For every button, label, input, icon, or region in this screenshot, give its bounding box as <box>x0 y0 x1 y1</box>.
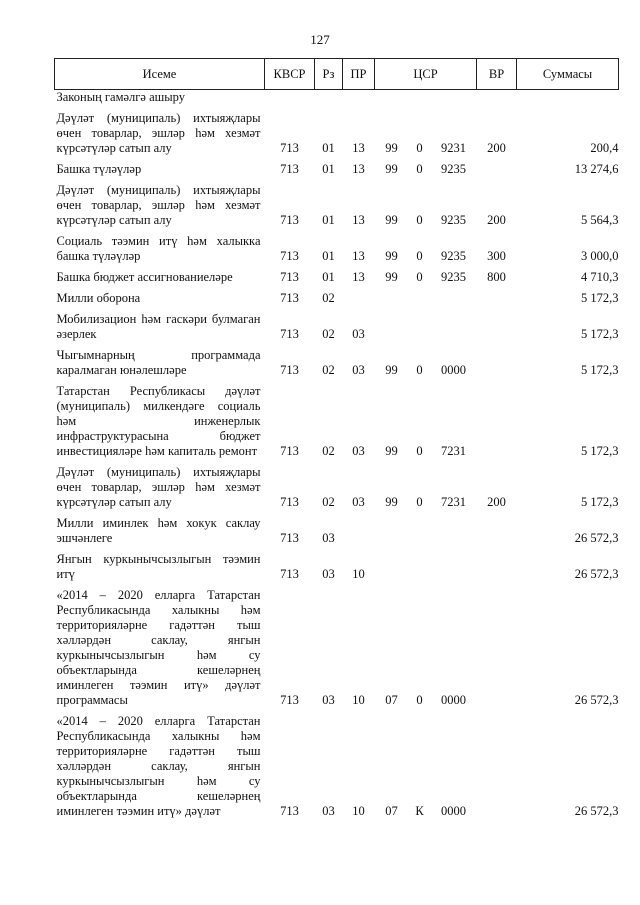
cell-c3: 7231 <box>441 444 466 458</box>
cell-name: Дәүләт (муниципаль) ихтыяҗлары өчен товарлар, эшләр һәм хезмәт күрсәтүләр сатып алу <box>56 465 261 509</box>
header-name: Исеме <box>55 59 265 90</box>
table-row <box>55 306 619 342</box>
table-row <box>55 342 619 378</box>
cell-rz: 01 <box>322 270 335 284</box>
cell-pr: 10 <box>352 804 365 818</box>
header-pr: ПР <box>343 59 375 90</box>
cell-sum: 5 172,3 <box>581 444 619 458</box>
cell-sum: 5 564,3 <box>581 213 619 227</box>
cell-c2: К <box>415 804 424 818</box>
cell-name: Мобилизацион һәм гаскәри булмаган әзерлек <box>56 312 261 341</box>
cell-pr <box>343 285 375 306</box>
cell-c1: 99 <box>385 162 398 176</box>
cell-c3: 0000 <box>441 363 466 377</box>
table-row <box>55 105 619 156</box>
cell-kvsr: 713 <box>280 531 299 545</box>
page-number: 127 <box>310 32 330 47</box>
cell-vr <box>477 546 517 582</box>
table-row <box>55 177 619 228</box>
cell-name: «2014 – 2020 елларга Татарстан Республикасында халыкны һәм территорияләрне гадәттән тыш хәлләрдән саклау, янгын куркынычсызлыгын һәм су объектларында кешеләрнең иминлеген тәэмин итү» дәүләт <box>56 714 261 818</box>
cell-c3 <box>431 285 477 306</box>
cell-c3: 9235 <box>441 249 466 263</box>
cell-vr: 200 <box>487 141 506 155</box>
cell-name: Янгын куркынычсызлыгын тәэмин итү <box>56 552 261 581</box>
cell-rz: 01 <box>322 162 335 176</box>
cell-kvsr: 713 <box>280 363 299 377</box>
cell-c3: 7231 <box>441 495 466 509</box>
cell-sum: 200,4 <box>590 141 619 155</box>
cell-sum: 13 274,6 <box>574 162 619 176</box>
cell-pr: 03 <box>352 444 365 458</box>
cell-c2: 0 <box>416 693 423 707</box>
cell-kvsr: 713 <box>280 804 299 818</box>
cell-kvsr: 713 <box>280 444 299 458</box>
cell-sum: 3 000,0 <box>581 249 619 263</box>
cell-kvsr: 713 <box>280 249 299 263</box>
cell-c2: 0 <box>416 141 423 155</box>
cell-name: Татарстан Республикасы дәүләт (муниципаль) милкендәге социаль һәм инженерлык инфраструктурасына бюджет инвестицияләре һәм капиталь ремонт <box>56 384 261 458</box>
cell-c3: 0000 <box>441 693 466 707</box>
cell-sum: 5 172,3 <box>581 363 619 377</box>
cell-name: Дәүләт (муниципаль) ихтыяҗлары өчен товарлар, эшләр һәм хезмәт күрсәтүләр сатып алу <box>56 111 261 155</box>
cell-c2: 0 <box>416 495 423 509</box>
table-row <box>55 510 619 546</box>
table-row <box>55 228 619 264</box>
cell-name: Чыгымнарның программада каралмаган юнәлешләре <box>56 348 261 377</box>
cell-pr: 13 <box>352 213 365 227</box>
cell-c2: 0 <box>416 444 423 458</box>
cell-pr: 13 <box>352 270 365 284</box>
header-vr: ВР <box>477 59 517 90</box>
table-row <box>55 582 619 708</box>
cell-c2 <box>409 546 431 582</box>
cell-kvsr: 713 <box>280 141 299 155</box>
cell-sum: 26 572,3 <box>574 804 619 818</box>
cell-name: Дәүләт (муниципаль) ихтыяҗлары өчен товарлар, эшләр һәм хезмәт күрсәтүләр сатып алу <box>56 183 261 227</box>
cell-sum: 26 572,3 <box>574 693 619 707</box>
cell-c2: 0 <box>416 213 423 227</box>
cell-c3 <box>431 546 477 582</box>
cell-pr: 10 <box>352 567 365 581</box>
cell-vr: 300 <box>487 249 506 263</box>
header-csr: ЦСР <box>375 59 477 90</box>
cell-c2: 0 <box>416 363 423 377</box>
cell-kvsr: 713 <box>280 213 299 227</box>
cell-rz: 01 <box>322 249 335 263</box>
cell-vr <box>477 285 517 306</box>
cell-vr <box>477 156 517 177</box>
cell-name: Милли иминлек һәм хокук саклау эшчәнлеге <box>56 516 261 545</box>
cell-kvsr: 713 <box>280 567 299 581</box>
cell-pr: 13 <box>352 249 365 263</box>
cell-c2: 0 <box>416 270 423 284</box>
cell-kvsr: 713 <box>280 693 299 707</box>
table-header <box>55 59 619 90</box>
cell-c2 <box>409 285 431 306</box>
cell-c1 <box>375 285 409 306</box>
cell-sum: 5 172,3 <box>581 495 619 509</box>
cell-c1: 99 <box>385 141 398 155</box>
cell-c1: 07 <box>385 804 398 818</box>
cell-c1 <box>375 306 409 342</box>
table-row <box>55 546 619 582</box>
cell-vr <box>477 582 517 708</box>
cell-rz: 03 <box>322 531 335 545</box>
cell-pr: 10 <box>352 693 365 707</box>
cell-pr: 03 <box>352 495 365 509</box>
cell-c2: 0 <box>416 249 423 263</box>
cell-pr: 03 <box>352 327 365 341</box>
cell-rz: 01 <box>322 213 335 227</box>
table-row <box>55 708 619 819</box>
cell-sum: 4 710,3 <box>581 270 619 284</box>
table-row <box>55 156 619 177</box>
cell-vr: 200 <box>487 213 506 227</box>
cell-vr: 800 <box>487 270 506 284</box>
cell-name: Башка бюджет ассигнованиеләре <box>56 270 233 284</box>
cell-vr <box>477 306 517 342</box>
cell-c3: 9235 <box>441 270 466 284</box>
cell-pr <box>343 510 375 546</box>
header-rz: Рз <box>315 59 343 90</box>
cell-c1: 99 <box>385 249 398 263</box>
header-sum: Суммасы <box>517 59 619 90</box>
cell-pr: 03 <box>352 363 365 377</box>
cell-name: Башка түләүләр <box>56 162 142 176</box>
cell-pr: 13 <box>352 141 365 155</box>
cell-vr <box>477 342 517 378</box>
table-row <box>55 264 619 285</box>
cell-c3: 9231 <box>441 141 466 155</box>
cell-c1: 99 <box>385 270 398 284</box>
cell-kvsr: 713 <box>280 291 299 305</box>
cell-name: Милли оборона <box>56 291 141 305</box>
cell-kvsr: 713 <box>280 327 299 341</box>
cell-rz: 02 <box>322 444 335 458</box>
cell-kvsr: 713 <box>280 495 299 509</box>
cell-c3: 0000 <box>441 804 466 818</box>
cell-rz: 02 <box>322 291 335 305</box>
cell-c2 <box>409 510 431 546</box>
cell-vr <box>477 708 517 819</box>
cell-rz: 01 <box>322 141 335 155</box>
cell-c3 <box>431 510 477 546</box>
cell-c1: 99 <box>385 363 398 377</box>
cell-c2 <box>409 306 431 342</box>
cell-sum: 26 572,3 <box>574 567 619 581</box>
cell-c3: 9235 <box>441 213 466 227</box>
table-row <box>55 378 619 459</box>
cell-c2: 0 <box>416 162 423 176</box>
cell-rz: 02 <box>322 363 335 377</box>
cell-sum: 5 172,3 <box>581 327 619 341</box>
cell-rz: 03 <box>322 567 335 581</box>
cell-sum: 26 572,3 <box>574 531 619 545</box>
cell-vr <box>477 510 517 546</box>
cell-vr: 200 <box>487 495 506 509</box>
table-row <box>55 285 619 306</box>
cell-rz: 02 <box>322 495 335 509</box>
continuation-row <box>55 90 619 106</box>
cell-pr: 13 <box>352 162 365 176</box>
budget-table <box>54 58 619 819</box>
cell-rz: 03 <box>322 804 335 818</box>
cell-name: «2014 – 2020 елларга Татарстан Республикасында халыкны һәм территорияләрне гадәттән тыш хәлләрдән саклау, янгын куркынычсызлыгын һәм су объектларында кешеләрнең иминлеген тәэмин итү» дәүләт программасы <box>56 588 261 707</box>
table-row <box>55 459 619 510</box>
cell-sum: 5 172,3 <box>581 291 619 305</box>
cell-c1: 99 <box>385 213 398 227</box>
cell-kvsr: 713 <box>280 270 299 284</box>
cell-c1: 07 <box>385 693 398 707</box>
cell-c1 <box>375 546 409 582</box>
header-kvsr: КВСР <box>265 59 315 90</box>
cell-c3 <box>431 306 477 342</box>
cell-rz: 03 <box>322 693 335 707</box>
cell-c1 <box>375 510 409 546</box>
cell-c3: 9235 <box>441 162 466 176</box>
cell-name: Социаль тәэмин итү һәм халыкка башка түләүләр <box>56 234 261 263</box>
cell-rz: 02 <box>322 327 335 341</box>
cell-kvsr: 713 <box>280 162 299 176</box>
continuation-text: Законың гамәлгә ашыру <box>56 90 185 104</box>
cell-vr <box>477 378 517 459</box>
cell-c1: 99 <box>385 444 398 458</box>
cell-c1: 99 <box>385 495 398 509</box>
